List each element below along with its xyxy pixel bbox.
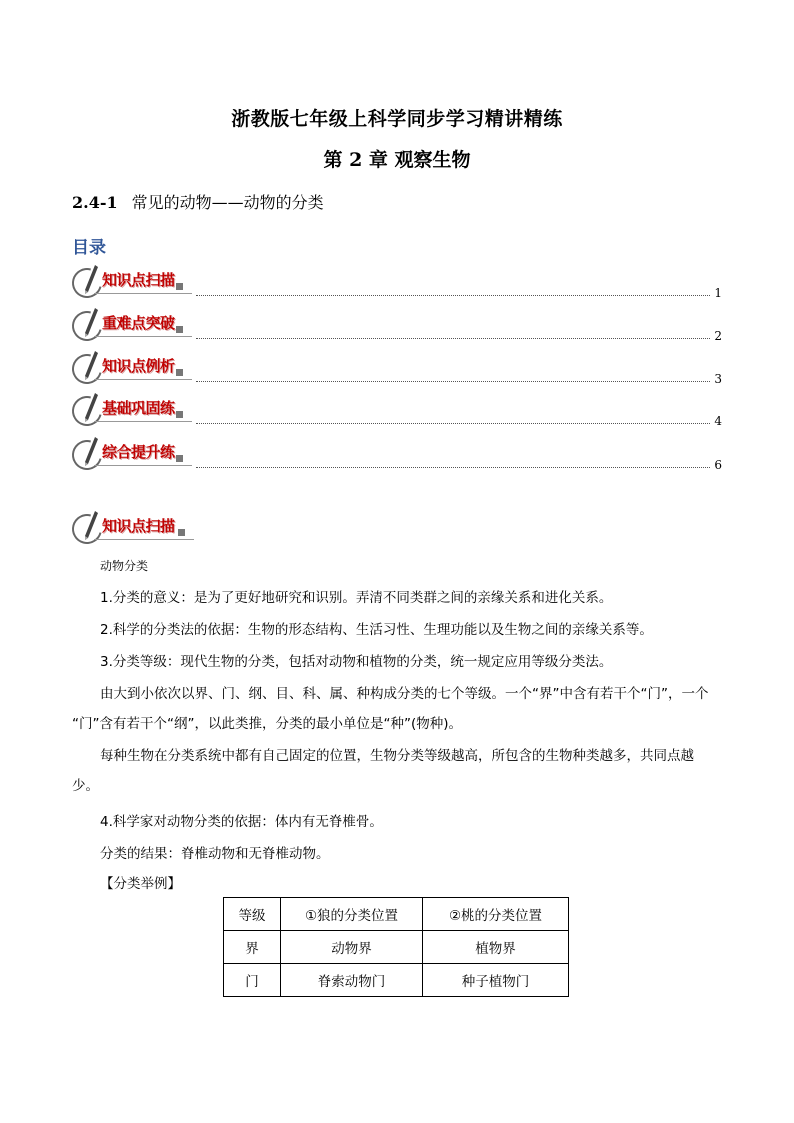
paragraph-ranks-line1: 由大到小依次以界、门、纲、目、科、属、种构成分类的七个等级。一个“界”中含有若干个“门”，一个: [100, 686, 709, 702]
pen-icon: [81, 392, 99, 424]
toc-item[interactable]: [72, 394, 722, 434]
table-cell: 种子植物门: [423, 964, 569, 997]
pen-icon: [81, 264, 99, 296]
toc-item-label: 知识点扫描: [102, 271, 175, 289]
paragraph-basis: 2.科学的分类法的依据：生物的形态结构、生活习性、生理功能以及生物之间的亲缘关系等。: [100, 622, 653, 638]
toc-leader: [196, 381, 710, 382]
badge-square-icon: [176, 283, 183, 290]
toc-leader: [196, 423, 710, 424]
table-cell: 界: [224, 931, 281, 964]
badge-square-icon: [178, 529, 185, 536]
toc-item-label: 重难点突破: [102, 314, 175, 332]
section-heading: [72, 190, 324, 213]
paragraph-result: 分类的结果：脊椎动物和无脊椎动物。: [100, 846, 330, 862]
table-row: [224, 964, 569, 997]
pen-icon: [81, 510, 99, 542]
section-badge: [72, 512, 202, 544]
toc-item[interactable]: [72, 438, 722, 478]
table-cell: 植物界: [423, 931, 569, 964]
toc-item-page: 2: [714, 329, 722, 343]
table-header-cell: ①狼的分类位置: [281, 898, 423, 931]
toc-leader: [196, 467, 710, 468]
pen-icon: [81, 436, 99, 468]
table-header-cell: 等级: [224, 898, 281, 931]
badge-square-icon: [176, 455, 183, 462]
toc-title: 目录: [72, 238, 106, 258]
paragraph-position-line2: 少。: [72, 778, 99, 794]
badge-square-icon: [176, 369, 183, 376]
badge-underline: [94, 539, 194, 540]
toc-item-page: 4: [714, 414, 722, 428]
table-cell: 动物界: [281, 931, 423, 964]
chapter-heading: 第 2 章 观察生物: [323, 149, 471, 171]
paragraph-ranks-line2: “门”含有若干个“纲”，以此类推，分类的最小单位是“种”(物种)。: [72, 716, 462, 732]
paragraph-animal-basis: 4.科学家对动物分类的依据：体内有无脊椎骨。: [100, 814, 383, 830]
paragraph-significance: 1.分类的意义：是为了更好地研究和识别。弄清不同类群之间的亲缘关系和进化关系。: [100, 590, 613, 606]
toc-item[interactable]: [72, 266, 722, 306]
badge-underline: [94, 465, 192, 466]
table-row: [224, 931, 569, 964]
toc-item-page: 3: [714, 372, 722, 386]
toc-item-label: 知识点例析: [102, 357, 175, 375]
classification-table: [223, 897, 569, 997]
toc-item-label: 基础巩固练: [102, 399, 175, 417]
toc-item-label: 综合提升练: [102, 443, 175, 461]
pen-icon: [81, 350, 99, 382]
toc-leader: [196, 338, 710, 339]
toc-item[interactable]: [72, 309, 722, 349]
table-header-cell: ②桃的分类位置: [423, 898, 569, 931]
badge-underline: [94, 336, 192, 337]
section-badge-label: 知识点扫描: [102, 517, 175, 535]
badge-underline: [94, 293, 192, 294]
subheading: 动物分类: [100, 559, 149, 573]
badge-underline: [94, 421, 192, 422]
toc-leader: [196, 295, 710, 296]
table-header-row: [224, 898, 569, 931]
section-title: 常见的动物——动物的分类: [131, 193, 324, 212]
document-title: 浙教版七年级上科学同步学习精讲精练: [231, 108, 563, 130]
badge-square-icon: [176, 326, 183, 333]
section-number: 2.4-1: [72, 193, 118, 212]
badge-square-icon: [176, 411, 183, 418]
pen-icon: [81, 307, 99, 339]
paragraph-position-line1: 每种生物在分类系统中都有自己固定的位置，生物分类等级越高，所包含的生物种类越多，共同点越: [100, 748, 694, 764]
table-cell: 门: [224, 964, 281, 997]
badge-underline: [94, 379, 192, 380]
example-label: 【分类举例】: [100, 876, 181, 892]
table-cell: 脊索动物门: [281, 964, 423, 997]
toc-item-page: 1: [714, 286, 722, 300]
toc-item-page: 6: [714, 458, 722, 472]
toc-item[interactable]: [72, 352, 722, 392]
paragraph-levels: 3.分类等级：现代生物的分类，包括对动物和植物的分类，统一规定应用等级分类法。: [100, 654, 613, 670]
